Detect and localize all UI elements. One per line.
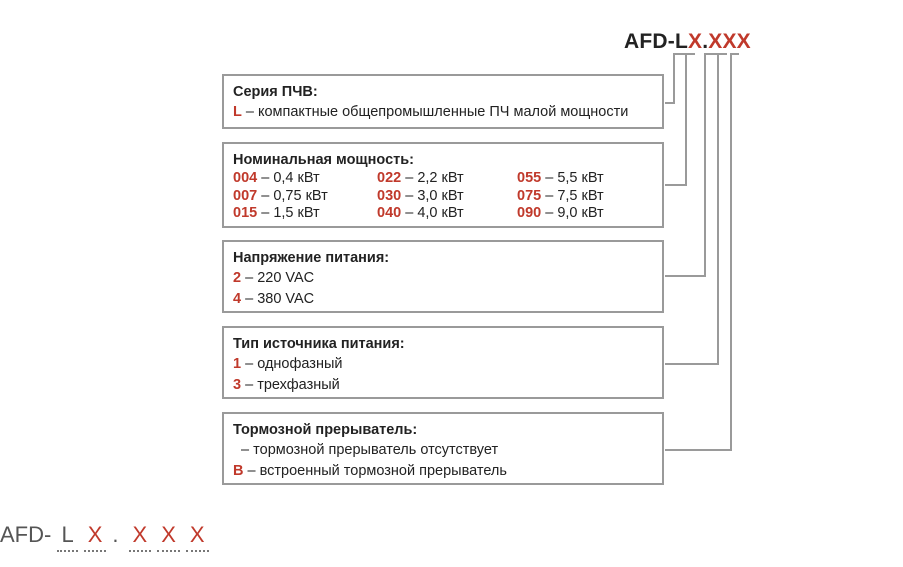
power-item	[377, 170, 517, 188]
voltage-heading: Напряжение питания:	[233, 250, 390, 266]
power-item	[233, 170, 377, 188]
brake-item	[233, 440, 653, 461]
voltage-desc: – 220 VAC	[241, 270, 315, 286]
power-item	[233, 205, 377, 223]
bottom-code-template	[0, 522, 215, 552]
bottom-prefix: AFD-	[0, 522, 52, 547]
connector-series	[665, 54, 687, 103]
power-grid	[233, 170, 653, 223]
connector-power	[665, 54, 695, 185]
voltage-item	[233, 289, 653, 310]
power-desc: – 4,0 кВт	[401, 205, 464, 221]
brake-box	[222, 412, 664, 485]
source-heading: Тип источника питания:	[233, 336, 405, 352]
power-desc: – 3,0 кВт	[401, 187, 464, 204]
brake-item	[233, 461, 653, 482]
series-line	[233, 102, 653, 123]
voltage-code: 4	[233, 290, 242, 307]
title-prefix: AFD-L	[624, 30, 688, 53]
power-code: 022	[377, 170, 402, 186]
series-heading: Серия ПЧВ:	[233, 84, 318, 100]
connector-voltage	[665, 54, 718, 276]
power-desc: – 9,0 кВт	[541, 205, 604, 221]
bottom-slot-brake: X	[186, 522, 209, 552]
power-code: 040	[377, 205, 402, 221]
title-option-codes: XXX	[708, 30, 751, 53]
power-code: 075	[517, 187, 542, 204]
power-box	[222, 142, 664, 228]
series-code: L	[233, 104, 242, 120]
power-item	[377, 205, 517, 223]
source-item	[233, 375, 653, 396]
brake-desc: – тормозной прерыватель отсутствует	[233, 442, 499, 458]
voltage-box	[222, 240, 664, 313]
power-desc: – 5,5 кВт	[541, 170, 604, 186]
power-desc: – 2,2 кВт	[401, 170, 464, 186]
bottom-slot-series: L	[57, 522, 77, 552]
power-code: 030	[377, 187, 402, 204]
power-heading: Номинальная мощность:	[233, 152, 414, 168]
bottom-slot-power: X	[84, 522, 107, 552]
power-code: 007	[233, 187, 258, 204]
power-desc: – 7,5 кВт	[541, 187, 604, 204]
voltage-code: 2	[233, 270, 242, 286]
power-item	[233, 188, 377, 206]
power-code: 004	[233, 170, 258, 186]
title-dot: .	[702, 30, 709, 53]
brake-code: B	[233, 462, 244, 479]
source-box	[222, 326, 664, 399]
power-desc: – 1,5 кВт	[257, 205, 320, 221]
source-code: 1	[233, 356, 242, 372]
source-desc: – однофазный	[241, 356, 343, 372]
series-box	[222, 74, 664, 129]
title-power-code: X	[687, 30, 703, 53]
brake-desc: – встроенный тормозной прерыватель	[243, 462, 507, 479]
bottom-slot-voltage: X	[129, 522, 152, 552]
power-desc: – 0,4 кВт	[257, 170, 320, 186]
power-code: 015	[233, 205, 258, 221]
power-desc: – 0,75 кВт	[257, 187, 328, 204]
voltage-item	[233, 268, 653, 289]
power-item	[377, 188, 517, 206]
source-desc: – трехфазный	[241, 376, 340, 393]
power-code: 055	[517, 170, 542, 186]
source-code: 3	[233, 376, 242, 393]
connector-brake	[665, 54, 739, 450]
brake-heading: Тормозной прерыватель:	[233, 422, 418, 438]
voltage-desc: – 380 VAC	[241, 290, 315, 307]
power-item	[517, 170, 637, 188]
bottom-slot-source: X	[157, 522, 180, 552]
series-desc: – компактные общепромышленные ПЧ малой мощности	[241, 104, 629, 120]
power-item	[517, 188, 637, 206]
bottom-dot: .	[112, 522, 119, 547]
power-item	[517, 205, 637, 223]
power-code: 090	[517, 205, 542, 221]
source-item	[233, 354, 653, 375]
